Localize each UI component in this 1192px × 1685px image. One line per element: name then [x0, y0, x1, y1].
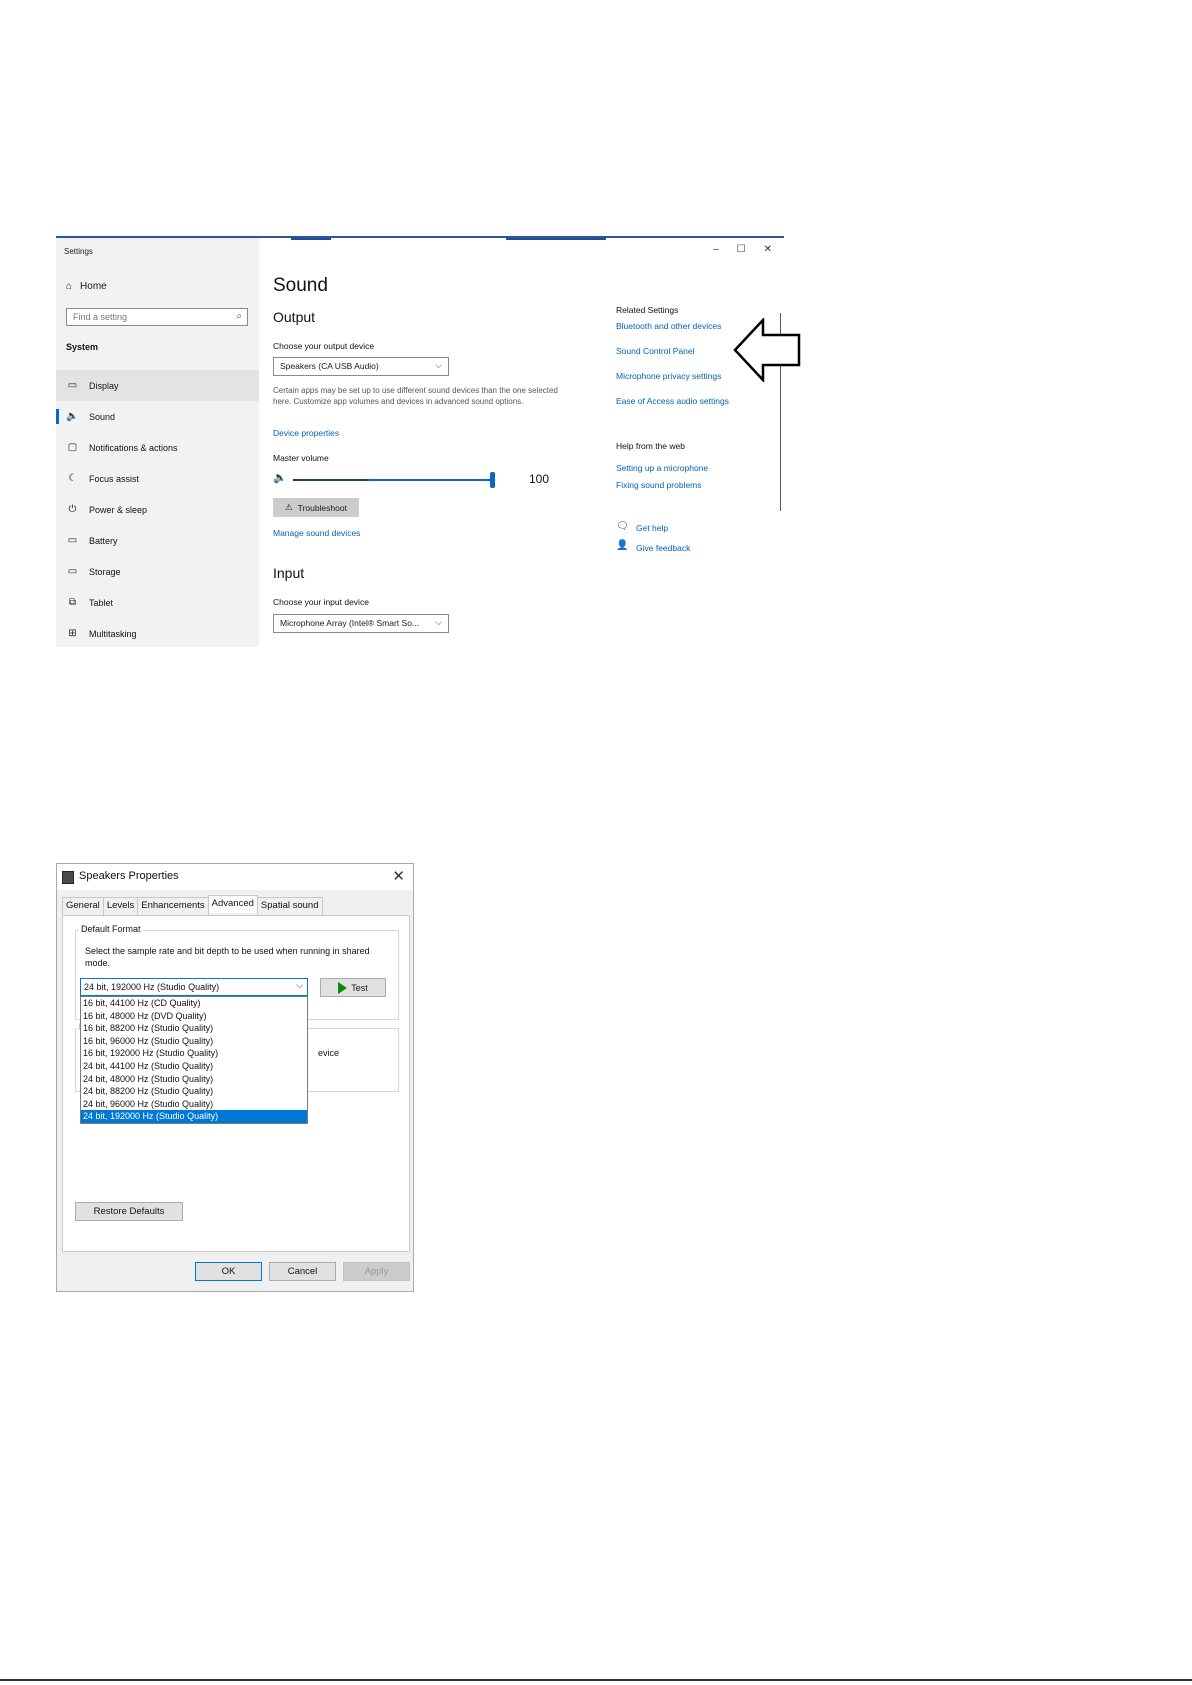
settings-sidebar — [56, 238, 259, 647]
maximize-icon[interactable]: ☐ — [736, 244, 746, 255]
sound-control-panel-link[interactable]: Sound Control Panel — [616, 346, 695, 356]
restore-defaults-button[interactable]: Restore Defaults — [75, 1202, 183, 1221]
sidebar-item-label: Notifications & actions — [89, 442, 178, 453]
dialog-title: Speakers Properties — [79, 870, 179, 882]
play-icon — [338, 982, 347, 994]
sidebar-item-storage[interactable] — [56, 556, 259, 587]
related-settings-panel — [616, 238, 776, 647]
minimize-icon[interactable]: – — [713, 244, 719, 255]
master-volume-label: Master volume — [273, 453, 329, 463]
format-option[interactable]: 24 bit, 192000 Hz (Studio Quality) — [81, 1110, 307, 1123]
format-option[interactable]: 16 bit, 192000 Hz (Studio Quality) — [83, 1048, 219, 1059]
battery-icon: ▭ — [67, 535, 78, 546]
bluetooth-link[interactable]: Bluetooth and other devices — [616, 321, 722, 331]
tab-levels[interactable]: Levels — [103, 897, 138, 915]
sample-rate-select[interactable] — [80, 978, 308, 996]
output-device-label: Choose your output device — [273, 341, 375, 351]
troubleshoot-button[interactable] — [273, 498, 359, 517]
output-device-value: Speakers (CA USB Audio) — [280, 361, 379, 371]
output-device-dropdown[interactable] — [273, 357, 449, 376]
search-input[interactable] — [66, 308, 248, 326]
default-format-label: Default Format — [81, 924, 141, 934]
sidebar-item-battery[interactable] — [56, 525, 259, 556]
power-icon: ⏻ — [68, 504, 77, 515]
dialog-titlebar — [57, 864, 413, 890]
input-device-value: Microphone Array (Intel® Smart So... — [280, 618, 420, 628]
microphone-privacy-link[interactable]: Microphone privacy settings — [616, 371, 722, 381]
sidebar-item-label: Multitasking — [89, 628, 137, 639]
storage-icon: ▭ — [67, 566, 78, 577]
default-format-description: Select the sample rate and bit depth to be used when running in shared mode. — [85, 946, 370, 968]
device-properties-link[interactable]: Device properties — [273, 428, 340, 438]
exclusive-mode-text: evice — [318, 1048, 340, 1058]
ease-of-access-audio-link[interactable]: Ease of Access audio settings — [616, 396, 729, 406]
sidebar-item-label: Focus assist — [89, 473, 140, 484]
volume-speaker-icon[interactable]: 🔈 — [273, 472, 287, 484]
ok-button[interactable]: OK — [195, 1262, 262, 1281]
fixing-sound-link[interactable]: Fixing sound problems — [616, 480, 702, 490]
related-settings-heading: Related Settings — [616, 305, 679, 315]
format-option[interactable]: 24 bit, 96000 Hz (Studio Quality) — [83, 1098, 214, 1109]
format-option[interactable]: 16 bit, 88200 Hz (Studio Quality) — [83, 1023, 214, 1034]
sidebar-item-label: Battery — [89, 535, 118, 546]
tab-spatial-sound[interactable]: Spatial sound — [257, 897, 323, 915]
sidebar-item-label: Power & sleep — [89, 504, 148, 515]
manage-sound-devices-link[interactable]: Manage sound devices — [273, 528, 361, 538]
search-placeholder: Find a setting — [73, 312, 128, 322]
sidebar-item-power-sleep[interactable] — [56, 494, 259, 525]
chevron-down-icon: ⌵ — [435, 617, 442, 627]
sidebar-item-display[interactable] — [56, 370, 259, 401]
troubleshoot-label: Troubleshoot — [297, 502, 347, 513]
sidebar-item-label: Sound — [89, 411, 116, 422]
settings-window — [56, 236, 784, 647]
home-nav-item[interactable] — [66, 281, 107, 292]
multitasking-icon: ⊞ — [68, 628, 77, 639]
chevron-down-icon: ⌵ — [435, 360, 442, 370]
sidebar-item-notifications[interactable] — [56, 432, 259, 463]
master-volume-slider[interactable] — [293, 479, 493, 481]
input-device-label: Choose your input device — [273, 597, 369, 607]
speaker-icon: 🔈 — [66, 411, 79, 422]
speakers-properties-dialog — [56, 863, 414, 1292]
close-icon[interactable]: ✕ — [392, 868, 405, 885]
output-heading: Output — [273, 309, 316, 325]
tab-advanced[interactable]: Advanced — [208, 895, 258, 913]
format-option[interactable]: 16 bit, 44100 Hz (CD Quality) — [83, 998, 201, 1008]
sidebar-nav — [56, 370, 259, 647]
tab-enhancements[interactable]: Enhancements — [137, 897, 208, 915]
sidebar-item-multitasking[interactable] — [56, 618, 259, 647]
apply-button[interactable]: Apply — [343, 1262, 410, 1281]
warning-icon: ⚠ — [285, 502, 293, 512]
feedback-icon: 👤 — [616, 540, 629, 551]
section-label: System — [66, 342, 99, 352]
cancel-button[interactable]: Cancel — [269, 1262, 336, 1281]
get-help-link[interactable]: Get help — [636, 523, 669, 533]
notification-icon: ▢ — [67, 442, 78, 453]
home-label: Home — [80, 281, 107, 292]
arrow-left-icon — [733, 318, 801, 382]
close-icon[interactable]: ✕ — [763, 244, 772, 255]
tab-general[interactable]: General — [62, 897, 104, 915]
sound-main-panel — [273, 238, 563, 647]
get-help-icon: 🗨 — [616, 521, 629, 532]
sidebar-item-sound[interactable] — [56, 401, 259, 432]
test-button[interactable] — [320, 978, 386, 997]
chevron-down-icon: ⌵ — [296, 980, 303, 990]
sidebar-item-label: Display — [89, 380, 119, 391]
setup-microphone-link[interactable]: Setting up a microphone — [616, 463, 709, 473]
format-option[interactable]: 24 bit, 88200 Hz (Studio Quality) — [83, 1086, 214, 1097]
output-description: Certain apps may be set up to use different sound devices than the one selected here. Customize app volumes and devices in advanced sound options. — [273, 386, 558, 406]
dialog-tabs — [62, 897, 322, 915]
home-icon: ⌂ — [66, 281, 73, 292]
page-title: Sound — [273, 275, 328, 296]
help-heading: Help from the web — [616, 441, 685, 451]
volume-thumb[interactable] — [490, 472, 495, 488]
sidebar-item-tablet[interactable] — [56, 587, 259, 618]
window-title: Settings — [64, 247, 93, 256]
volume-value: 100 — [529, 472, 550, 486]
format-option[interactable]: 24 bit, 44100 Hz (Studio Quality) — [83, 1060, 214, 1071]
speaker-icon — [62, 871, 74, 884]
give-feedback-link[interactable]: Give feedback — [636, 543, 691, 553]
format-option[interactable]: 16 bit, 48000 Hz (DVD Quality) — [83, 1010, 207, 1021]
volume-fill-dark — [293, 479, 369, 481]
sample-rate-selected: 24 bit, 192000 Hz (Studio Quality) — [84, 982, 220, 992]
input-device-dropdown[interactable] — [273, 614, 449, 633]
format-option[interactable]: 16 bit, 96000 Hz (Studio Quality) — [83, 1035, 214, 1046]
sidebar-item-label: Tablet — [89, 597, 114, 608]
tablet-icon: ⧉ — [68, 597, 77, 608]
sample-rate-dropdown-list[interactable] — [80, 996, 308, 1124]
moon-icon: ☾ — [68, 473, 77, 484]
sidebar-item-label: Storage — [89, 566, 121, 577]
search-icon: ⌕ — [236, 311, 242, 322]
advanced-tab-panel — [62, 915, 410, 1252]
monitor-icon: ▭ — [67, 380, 78, 391]
test-label: Test — [351, 982, 368, 993]
format-option[interactable]: 24 bit, 48000 Hz (Studio Quality) — [83, 1073, 214, 1084]
sidebar-item-focus-assist[interactable] — [56, 463, 259, 494]
input-heading: Input — [273, 565, 305, 581]
page-bottom-rule — [0, 1679, 1192, 1681]
